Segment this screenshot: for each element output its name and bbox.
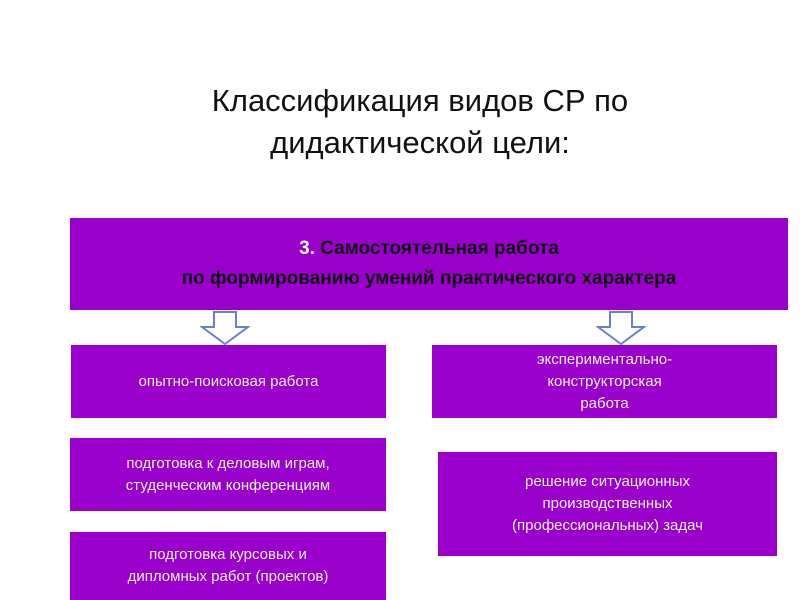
down-arrow-icon xyxy=(596,311,646,345)
title-line-1: Классификация видов СР по xyxy=(211,83,629,118)
box-line: конструкторская xyxy=(547,372,662,390)
page-title xyxy=(0,80,800,164)
main-category-box xyxy=(70,218,788,310)
main-box-number: 3. xyxy=(299,238,315,259)
box-line: работа xyxy=(580,394,629,412)
down-arrow-icon xyxy=(200,311,250,345)
main-box-line-1 xyxy=(299,234,559,264)
box-line: производственных xyxy=(542,495,673,512)
main-box-line-1-text: Самостоятельная работа xyxy=(314,238,559,259)
title-line-2: дидактической цели: xyxy=(270,125,570,160)
box-line: экспериментально- xyxy=(536,350,673,368)
box-line: дипломных работ (проектов) xyxy=(127,568,329,585)
left-box-1 xyxy=(71,345,386,418)
box-line: подготовка к деловым играм, xyxy=(126,454,330,472)
box-line: подготовка курсовых и xyxy=(149,546,307,563)
box-line: опытно-поисковая работа xyxy=(138,372,319,390)
left-box-2 xyxy=(70,438,386,511)
box-line: решение ситуационных xyxy=(525,473,690,490)
box-line: студенческим конференциям xyxy=(125,476,331,494)
left-box-3 xyxy=(70,532,386,600)
right-box-1 xyxy=(432,345,777,418)
main-box-line-2: по формированию умений практического характера xyxy=(181,268,677,289)
right-box-2 xyxy=(438,452,777,556)
box-line: (профессиональных) задач xyxy=(512,517,703,534)
